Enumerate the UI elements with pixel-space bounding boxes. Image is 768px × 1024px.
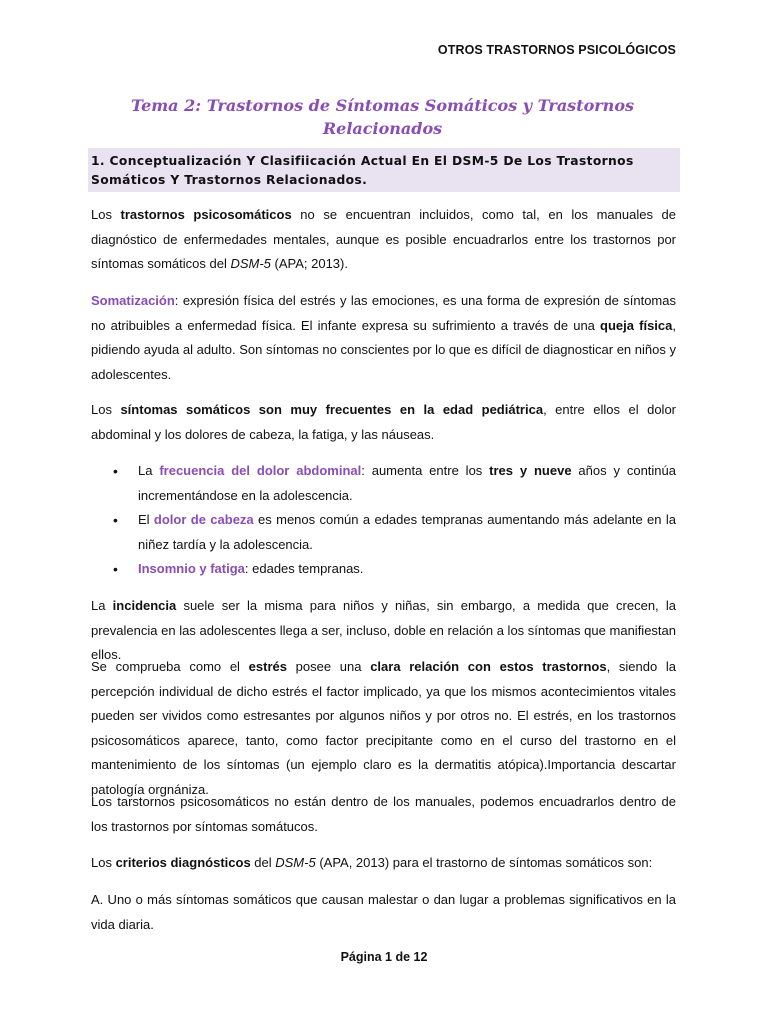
list-item: • La frecuencia del dolor abdominal: aumenta entre los tres y nueve años y continúa incrementándose en la adolescencia. (91, 459, 676, 508)
page-number: Página 1 de 12 (340, 950, 428, 964)
body-p5: Se comprueba como el estrés posee una clara relación con estos trastornos, siendo la percepción individual de dicho estrés el factor implicado, ya que los mismos acontecimientos vitales pueden ser vividos como estresantes por algunos niños y por otros no. El estrés, en los trastornos psicosomáticos aparece, tanto, como factor precipitante como en el curso del trastorno en el mantenimiento de los síntomas (un ejemplo claro es la dermatitis atópica).Importancia descartar patología orgnániza. (91, 659, 676, 797)
body-p4: La incidencia suele ser la misma para niños y niñas, sin embargo, a medida que crecen, la prevalencia en las adolescentes llega a ser, incluso, doble en relación a los síntomas que manifiestan ellos. (91, 598, 676, 662)
list-item: • El dolor de cabeza es menos común a edades tempranas aumentando más adelante en la niñez tardía y la adolescencia. (91, 508, 676, 557)
bullet-icon: • (113, 463, 118, 479)
list-item: • Insomnio y fatiga: edades tempranas. (91, 557, 676, 582)
symptom-bullet-list (91, 459, 676, 582)
bullet-icon: • (113, 512, 118, 528)
body-p8: A. Uno o más síntomas somáticos que causan malestar o dan lugar a problemas significativos en la vida diaria. (91, 892, 676, 932)
body-p7: Los criterios diagnósticos del DSM-5 (APA, 2013) para el trastorno de síntomas somáticos son: (91, 855, 653, 870)
term-somatizacion: Somatización (91, 293, 175, 308)
body-p6: Los tarstornos psicosomáticos no están dentro de los manuales, podemos encuadrarlos dentro de los trastornos por síntomas somátucos. (91, 794, 676, 834)
body-p2: Somatización: expresión física del estrés y las emociones, es una forma de expresión de síntomas no atribuibles a enfermedad física. El infante expresa su sufrimiento a través de una queja física, pidiendo ayuda al adulto. Son síntomas no conscientes por lo que es difícil de diagnosticar en niños y adolescentes. (91, 293, 676, 382)
body-p1: Los trastornos psicosomáticos no se encuentran incluidos, como tal, en los manuales de diagnóstico de enfermedades mentales, aunque es posible encuadrarlos entre los trastornos por síntomas somáticos del DSM-5 (APA; 2013). (91, 207, 677, 271)
page-title: Tema 2: Trastornos de Síntomas Somáticos y Trastornos Relacionados (131, 96, 634, 138)
bullet-icon: • (113, 561, 118, 577)
body-p3: Los síntomas somáticos son muy frecuentes en la edad pediátrica, entre ellos el dolor abdominal y los dolores de cabeza, la fatiga, y las náuseas. (91, 402, 676, 442)
running-header: OTROS TRASTORNOS PSICOLÓGICOS (437, 43, 676, 57)
section-heading: 1. Conceptualización Y Clasifiicación Actual En El DSM-5 De Los Trastornos Somáticos Y Trastornos Relacionados. (88, 148, 680, 192)
